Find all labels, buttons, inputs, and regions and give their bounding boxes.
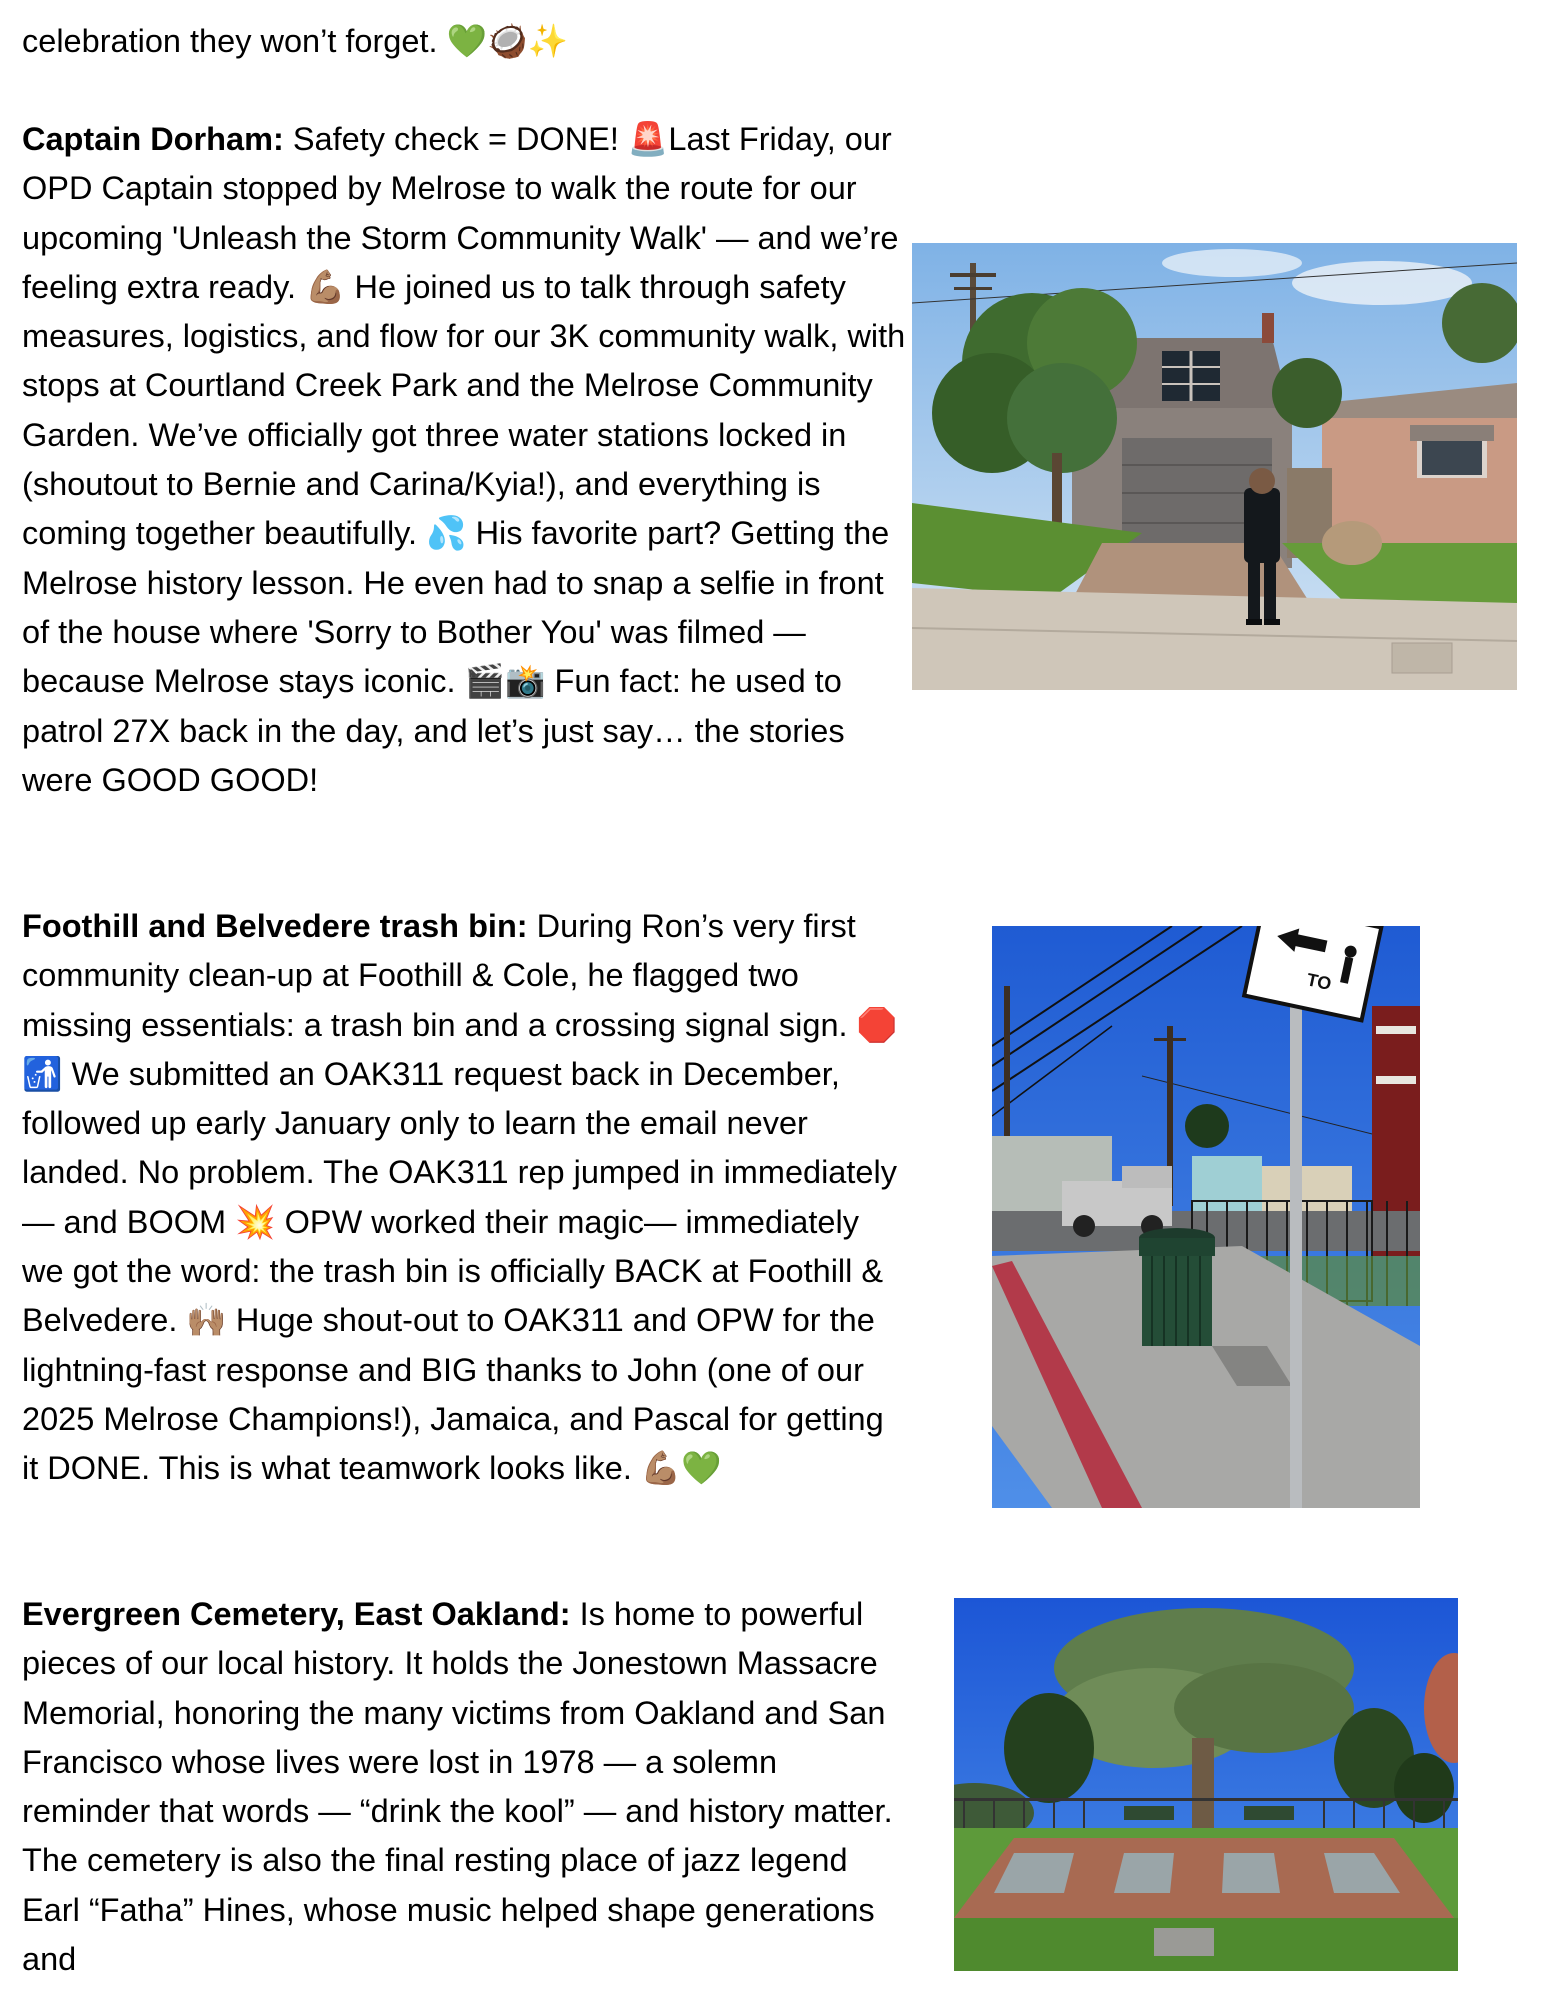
sign-to-text: TO (1304, 969, 1334, 995)
evergreen-cemetery-body: Is home to powerful pieces of our local history. It holds the Jonestown Massacre Memorial, honoring the many victims from Oakland and San Francisco whose lives were lost in 1978 — a solemn reminder that words — “drink the kool” — and history matter. The cemetery is also the final resting place of jazz legend Earl “Fatha” Hines, whose music helped shape generations and (22, 1596, 893, 1978)
evergreen-cemetery-heading: Evergreen Cemetery, East Oakland: (22, 1596, 571, 1632)
captain-dorham-paragraph (22, 115, 907, 805)
evergreen-cemetery-paragraph (22, 1590, 907, 1984)
captain-dorham-body: Safety check = DONE! 🚨Last Friday, our OPD Captain stopped by Melrose to walk the route for our upcoming 'Unleash the Storm Community Walk' — and we’re feeling extra ready. 💪🏽 He joined us to talk through safety measures, logistics, and flow for our 3K community walk, with stops at Courtland Creek Park and the Melrose Community Garden. We’ve officially got three water stations locked in (shoutout to Bernie and Carina/Kyia!), and everything is coming together beautifully. 💦 His favorite part? Getting the Melrose history lesson. He even had to snap a selfie in front of the house where 'Sorry to Bother You' was filmed — because Melrose stays iconic. 🎬📸 Fun fact: he used to patrol 27X back in the day, and let’s just say… the stories were GOOD GOOD! (22, 121, 906, 798)
trash-bin-paragraph (22, 902, 907, 1494)
trash-bin-heading: Foothill and Belvedere trash bin: (22, 908, 528, 944)
cemetery-memorial-illustration (954, 1598, 1458, 1971)
captain-house-illustration (912, 243, 1517, 690)
cemetery-memorial-photo (954, 1598, 1458, 1971)
trash-bin-illustration (992, 926, 1420, 1508)
captain-dorham-heading: Captain Dorham: (22, 121, 284, 157)
intro-paragraph (22, 17, 922, 66)
intro-text: celebration they won’t forget. 💚🥥✨ (22, 23, 568, 59)
captain-house-photo (912, 243, 1517, 690)
trash-bin-photo (992, 926, 1420, 1508)
trash-bin-body: During Ron’s very first community clean-up at Foothill & Cole, he flagged two missing essentials: a trash bin and a crossing signal sign. 🛑🚮 We submitted an OAK311 request back in December, followed up early January only to learn the email never landed. No problem. The OAK311 rep jumped in immediately — and BOOM 💥 OPW worked their magic— immediately we got the word: the trash bin is officially BACK at Foothill & Belvedere. 🙌🏽 Huge shout-out to OAK311 and OPW for the lightning-fast response and BIG thanks to John (one of our 2025 Melrose Champions!), Jamaica, and Pascal for getting it DONE. This is what teamwork looks like. 💪🏽💚 (22, 908, 898, 1487)
